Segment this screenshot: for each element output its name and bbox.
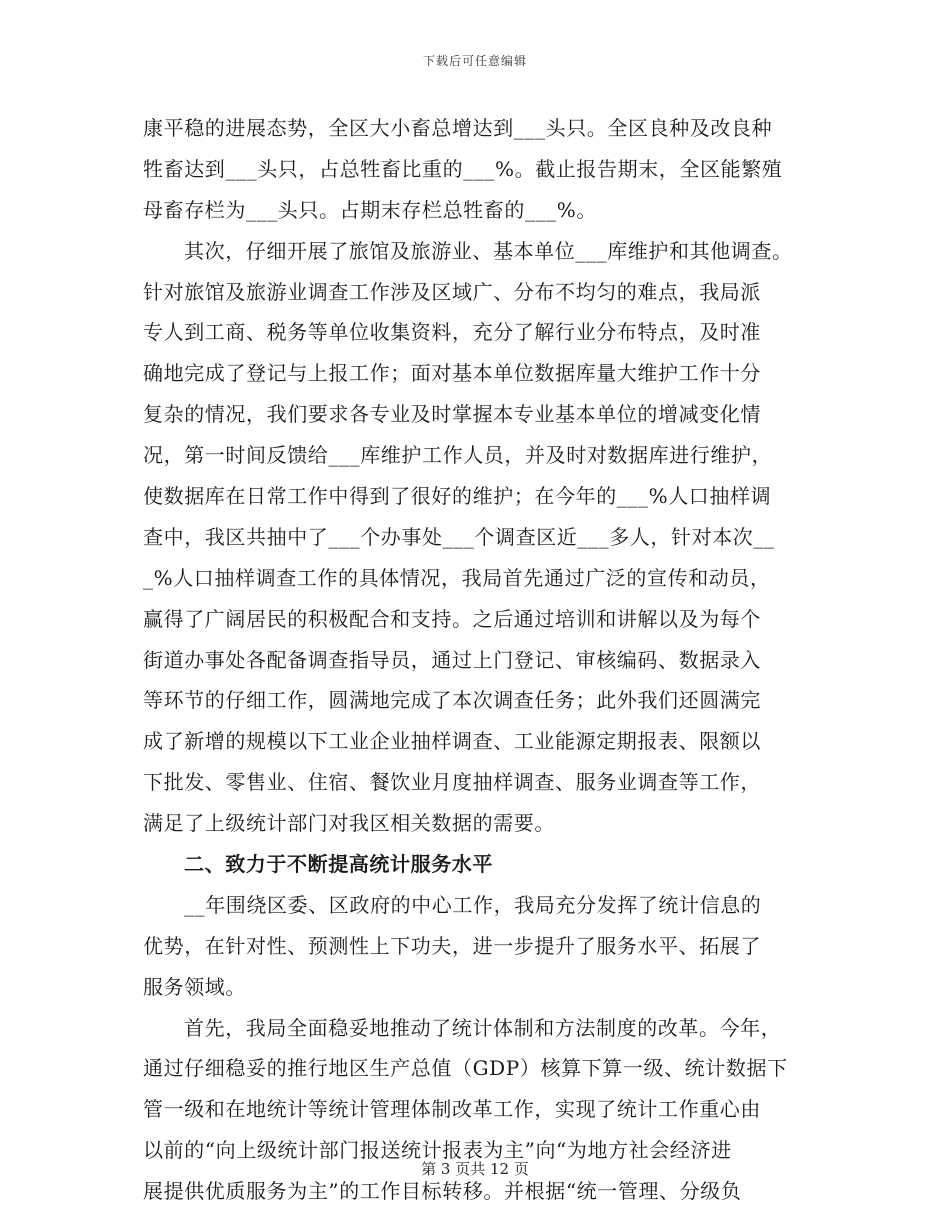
paragraph-line: 下批发、零售业、住宿、餐饮业月度抽样调查、服务业调查等工作， [143, 770, 761, 795]
paragraph-line: 街道办事处各配备调查指导员，通过上门登记、审核编码、数据录入 [143, 647, 761, 672]
paragraph-line: 复杂的情况，我们要求各专业及时掌握本专业基本单位的增减变化情 [143, 402, 761, 427]
paragraph-line: 成了新增的规模以下工业企业抽样调查、工业能源定期报表、限额以 [143, 729, 761, 754]
paragraph-line: 确地完成了登记与上报工作；面对基本单位数据库量大维护工作十分 [143, 361, 761, 386]
paragraph-line: 牲畜达到___头只，占总牲畜比重的___%。截止报告期末，全区能繁殖 [143, 156, 783, 181]
document-body [143, 108, 807, 1212]
paragraph-line: 优势，在针对性、预测性上下功夫，进一步提升了服务水平、拓展了 [143, 933, 761, 958]
paragraph-line: 首先，我局全面稳妥地推动了统计体制和方法制度的改革。今年， [184, 1015, 782, 1040]
paragraph-line: 使数据库在日常工作中得到了很好的维护；在今年的___%人口抽样调 [143, 484, 772, 509]
section-heading: 二、致力于不断提高统计服务水平 [184, 852, 493, 877]
paragraph-line: 展提供优质服务为主”的工作目标转移。并根据“统一管理、分级负 [143, 1179, 742, 1204]
paragraph-line: 专人到工商、税务等单位收集资料，充分了解行业分布特点，及时准 [143, 320, 761, 345]
page-footer: 第 3 页共 12 页 [421, 1160, 529, 1178]
paragraph-line: 况，第一时间反馈给___库维护工作人员，并及时对数据库进行维护， [143, 443, 773, 468]
paragraph-line: 赢得了广阔居民的积极配合和支持。之后通过培训和讲解以及为每个 [143, 606, 761, 631]
paragraph-line: 以前的“向上级统计部门报送统计报表为主”向“为地方社会经济进 [143, 1138, 732, 1163]
paragraph-line: 满足了上级统计部门对我区相关数据的需要。 [143, 811, 555, 836]
paragraph-line: 其次，仔细开展了旅馆及旅游业、基本单位___库维护和其他调查。 [184, 238, 793, 263]
page-header: 下载后可任意编辑 [422, 54, 527, 68]
paragraph-line: 服务领域。 [143, 974, 246, 999]
paragraph-line: __年围绕区委、区政府的中心工作，我局充分发挥了统计信息的 [184, 892, 762, 917]
paragraph-line: 管一级和在地统计等统计管理体制改革工作，实现了统计工作重心由 [143, 1097, 761, 1122]
paragraph-line: 等环节的仔细工作，圆满地完成了本次调查任务；此外我们还圆满完 [143, 688, 761, 713]
paragraph-line: 母畜存栏为___头只。占期末存栏总牲畜的___%。 [143, 197, 598, 222]
paragraph-line: 针对旅馆及旅游业调查工作涉及区域广、分布不均匀的难点，我局派 [143, 279, 761, 304]
paragraph-line: 康平稳的进展态势，全区大小畜总增达到___头只。全区良种及改良种 [143, 116, 773, 140]
paragraph-line: _%人口抽样调查工作的具体情况，我局首先通过广泛的宣传和动员， [143, 565, 771, 590]
paragraph-line: 查中，我区共抽中了___个办事处___个调查区近___多人，针对本次__ [143, 524, 775, 549]
paragraph-line: 通过仔细稳妥的推行地区生产总值（GDP）核算下算一级、统计数据下 [143, 1056, 788, 1081]
